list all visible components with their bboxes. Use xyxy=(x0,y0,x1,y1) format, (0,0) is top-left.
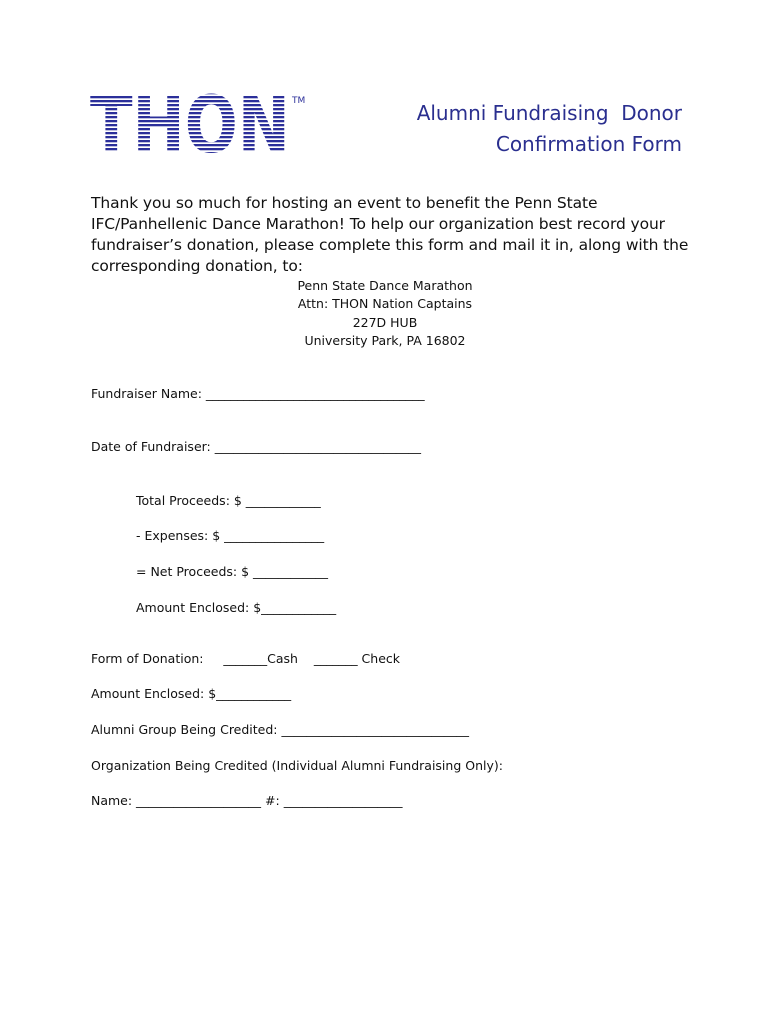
thon-logo xyxy=(90,92,312,154)
title-line-2: Confirmation Form xyxy=(495,132,682,156)
thon-logo-text: THON xyxy=(90,92,290,154)
total-proceeds-field[interactable]: Total Proceeds: $ ____________ xyxy=(136,493,321,508)
address-line-4: University Park, PA 16802 xyxy=(304,332,466,348)
alumni-group-field[interactable]: Alumni Group Being Credited: ______________________________ xyxy=(91,722,469,737)
net-proceeds-field[interactable]: = Net Proceeds: $ ____________ xyxy=(136,564,329,579)
date-of-fundraiser-field[interactable]: Date of Fundraiser: _________________________________ xyxy=(91,439,421,454)
organization-credited-label: Organization Being Credited (Individual Alumni Fundraising Only): xyxy=(91,758,503,773)
expenses-field[interactable]: - Expenses: $ ________________ xyxy=(136,528,325,543)
address-line-3: 227D HUB xyxy=(352,314,418,330)
name-number-field[interactable]: Name: ____________________ #: ___________________ xyxy=(91,793,403,808)
form-of-donation-field[interactable]: Form of Donation: _______Cash _______ Check xyxy=(91,651,401,666)
amount-enclosed-field-1[interactable]: Amount Enclosed: $____________ xyxy=(136,600,337,615)
mailing-address xyxy=(0,277,770,350)
intro-paragraph: Thank you so much for hosting an event to benefit the Penn State IFC/Panhellenic Dance Marathon! To help our organization best record your fundraiser’s donation, please complete this form and mail it in, along with the corresponding donation, to: xyxy=(91,194,689,275)
address-line-2: Attn: THON Nation Captains xyxy=(297,296,473,312)
address-line-1: Penn State Dance Marathon xyxy=(297,278,473,293)
thon-trademark: TM xyxy=(292,96,306,106)
title-line-1: Alumni Fundraising Donor xyxy=(416,101,682,125)
form-title xyxy=(417,98,682,160)
fundraiser-name-field[interactable]: Fundraiser Name: ___________________________________ xyxy=(91,386,425,401)
amount-enclosed-field-2[interactable]: Amount Enclosed: $____________ xyxy=(91,686,292,701)
